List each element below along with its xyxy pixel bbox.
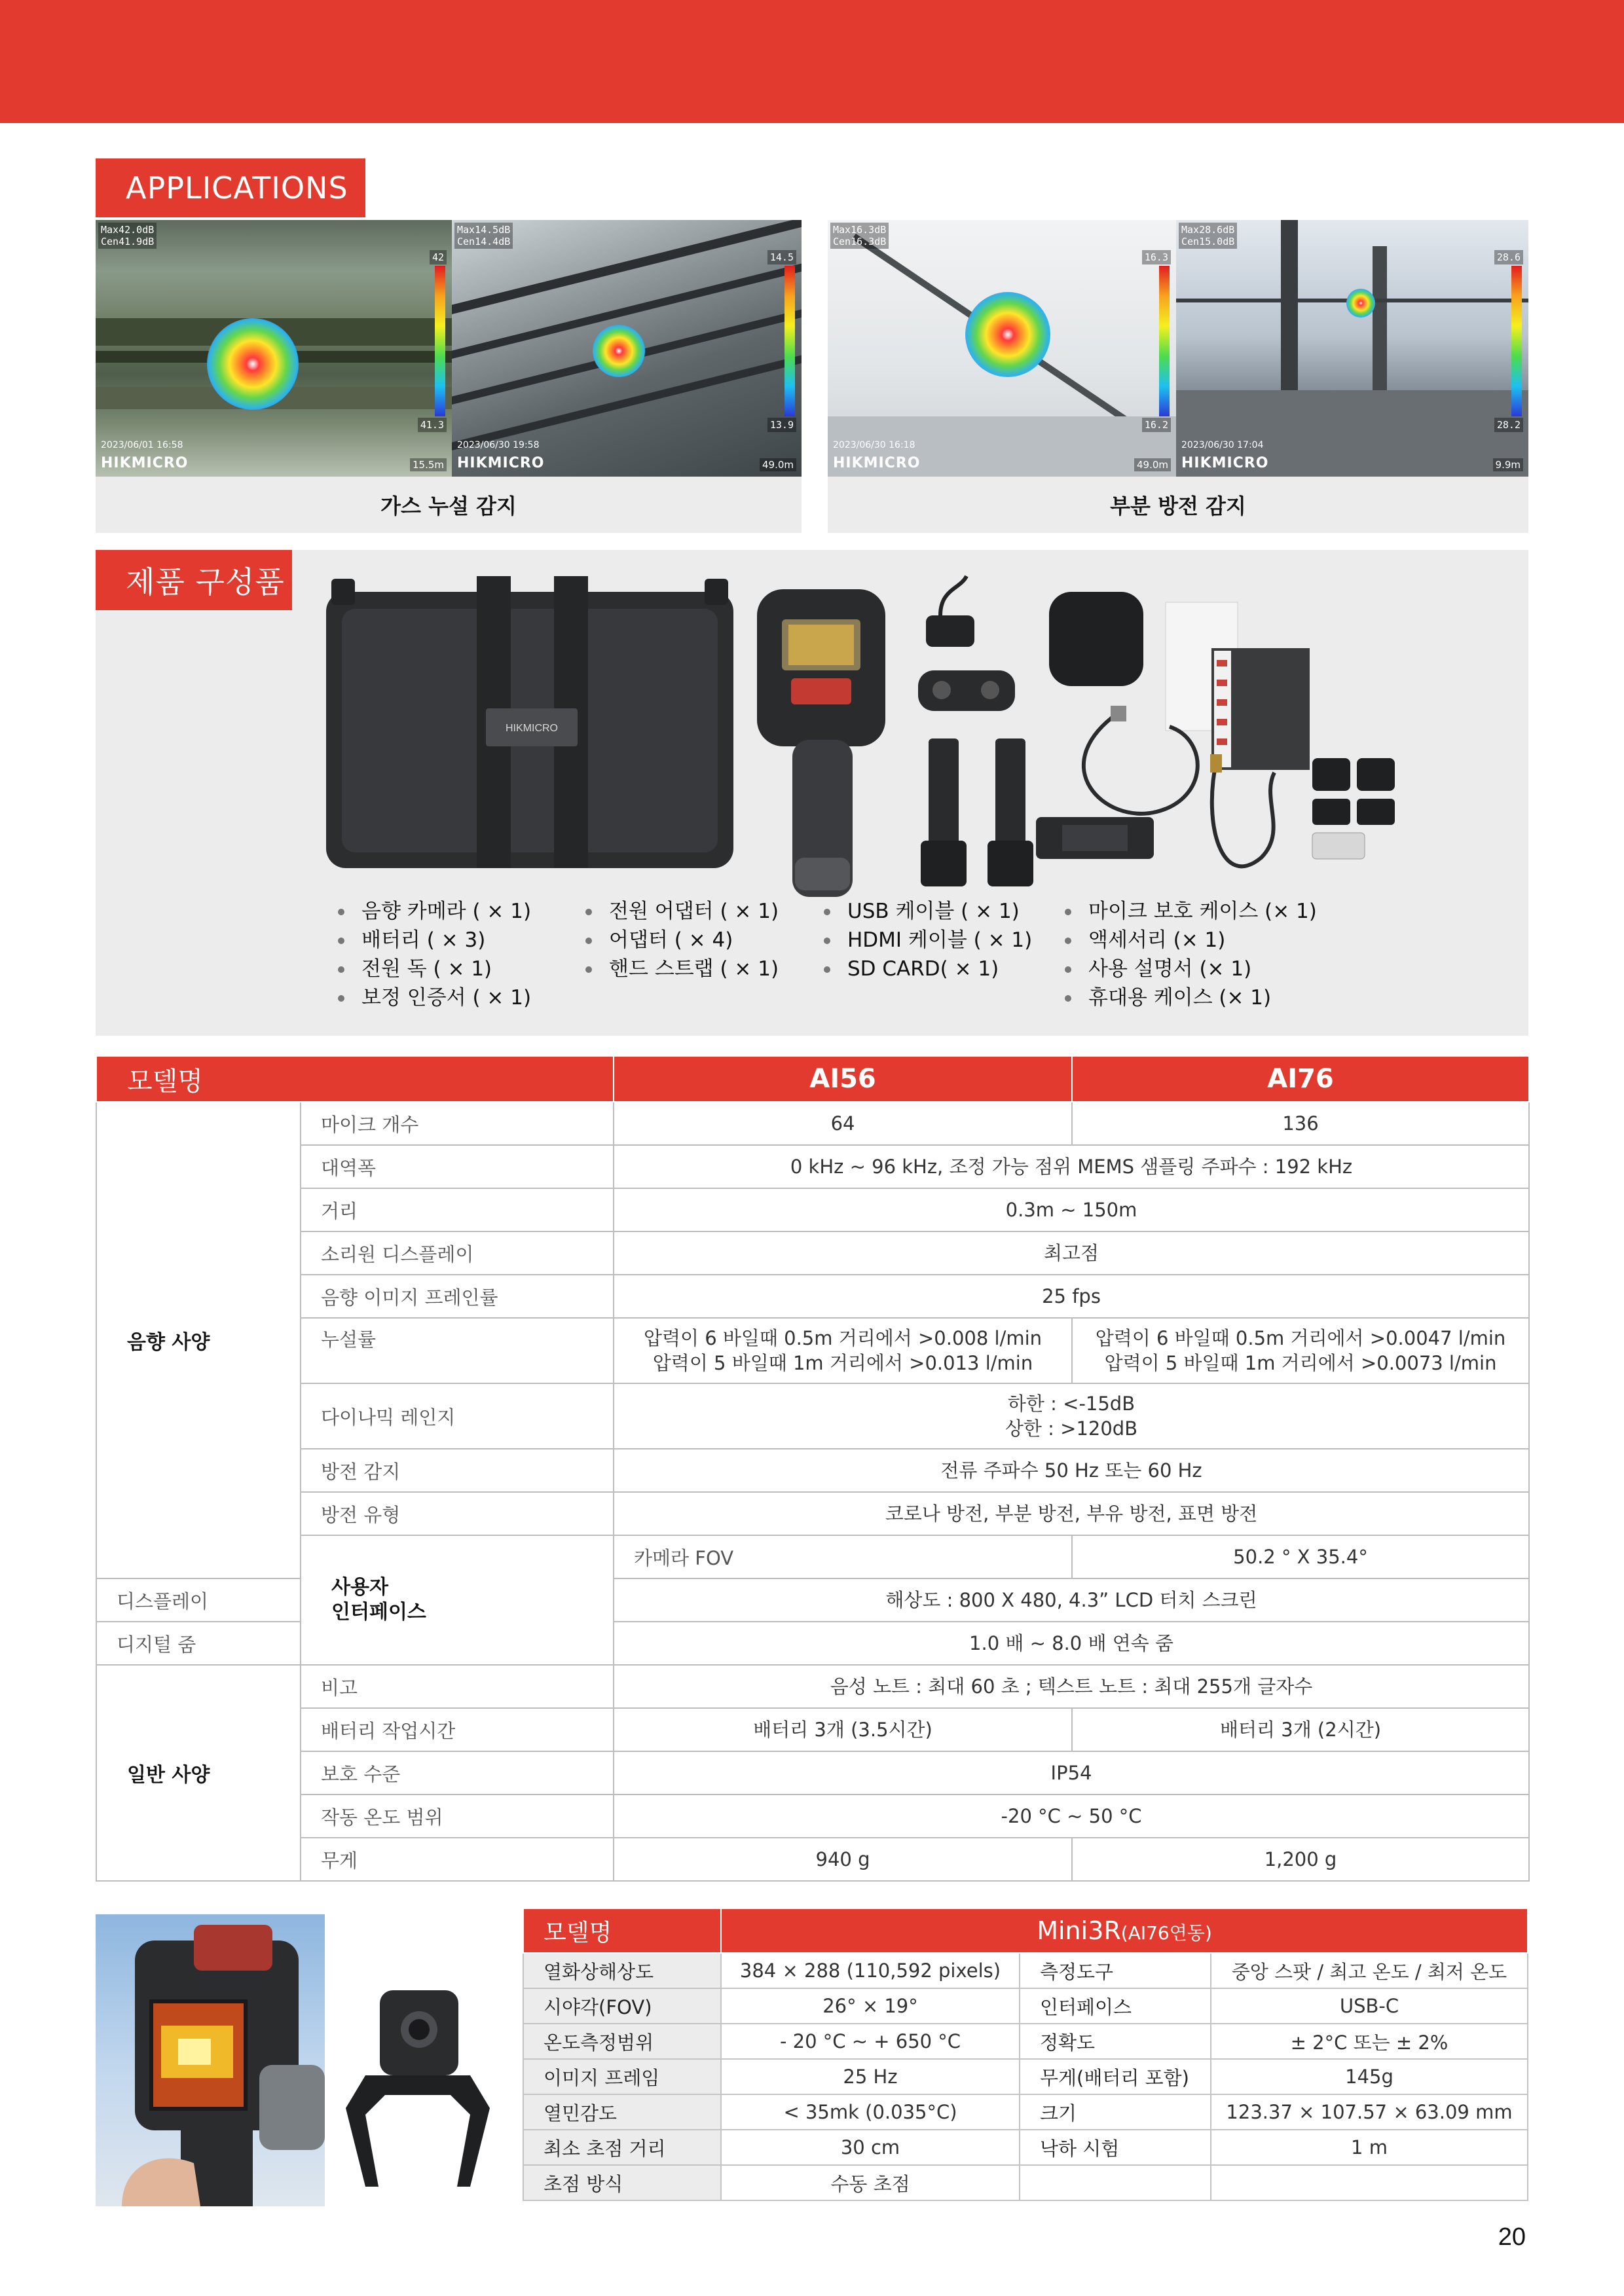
table-row: 온도측정범위 - 20 °C ~ + 650 °C 정확도 ± 2°C 또는 ± 2% [523, 2024, 1528, 2059]
list-item: SD CARD( × 1) [820, 955, 1032, 983]
table-row: 열화상해상도 384 × 288 (110,592 pixels) 측정도구 중앙 스팟 / 최고 온도 / 최저 온도 [523, 1953, 1528, 1988]
color-scale [1511, 266, 1522, 416]
list-item: 사용 설명서 (× 1) [1061, 955, 1317, 983]
group-ui: 사용자 인터페이스 [301, 1535, 614, 1665]
table-row: 열민감도 < 35mk (0.035°C) 크기 123.37 × 107.57 × 63.09 mm [523, 2094, 1528, 2130]
hikmicro-logo: HIKMICRO [457, 455, 545, 471]
gas-leak-images [96, 220, 802, 477]
components-panel [96, 550, 1528, 1036]
thermal-shot: Max14.5dB Cen14.4dB 14.5 13.9 2023/06/30 19:58 HIKMICRO 49.0m [452, 220, 802, 477]
table-row: 음향 사양 마이크 개수 64 136 [96, 1102, 1529, 1145]
table-row: 방전 유형 코로나 방전, 부분 방전, 부유 방전, 표면 방전 [96, 1492, 1529, 1535]
battery-icon [921, 738, 1033, 886]
power-adapter-icon [926, 576, 974, 647]
table-row: 소리원 디스플레이 최고점 [96, 1231, 1529, 1275]
plug-adapter-icon [1312, 758, 1395, 859]
hikmicro-logo: HIKMICRO [1181, 455, 1269, 471]
table-row: 디지털 줌 1.0 배 ~ 8.0 배 연속 줌 [96, 1622, 1529, 1665]
hud-readout: Max16.3dB Cen16.3dB [830, 223, 889, 249]
list-item: 핸드 스트랩 ( × 1) [581, 955, 779, 983]
hud-readout: Max42.0dB Cen41.9dB [98, 223, 157, 249]
model-label: 모델명 [96, 1056, 614, 1102]
table-row: 다이나믹 레인지 하한 : <-15dB 상한 : >120dB [96, 1383, 1529, 1449]
component-list-col3 [820, 897, 1032, 983]
applications-title: APPLICATIONS [96, 158, 365, 217]
camera-in-hand-illustration [96, 1914, 325, 2206]
list-item: 마이크 보호 케이스 (× 1) [1061, 897, 1317, 926]
table-row: 초점 방식 수동 초점 [523, 2165, 1528, 2200]
table-row: 방전 감지 전류 주파수 50 Hz 또는 60 Hz [96, 1449, 1529, 1492]
mini3r-model-label: 모델명 [523, 1908, 721, 1953]
table-row: 이미지 프레임 25 Hz 무게(배터리 포함) 145g [523, 2059, 1528, 2094]
hikmicro-logo: HIKMICRO [833, 455, 921, 471]
list-item: HDMI 케이블 ( × 1) [820, 926, 1032, 955]
components-title: 제품 구성품 [96, 550, 292, 610]
spec-table [96, 1055, 1530, 1882]
user-manual-icon [1166, 602, 1310, 770]
list-item: 배터리 ( × 3) [334, 926, 531, 955]
application-panel-discharge [828, 220, 1528, 533]
acoustic-camera-icon [757, 589, 885, 897]
page-number: 20 [1498, 2223, 1526, 2251]
table-row: 배터리 작업시간 배터리 3개 (3.5시간) 배터리 3개 (2시간) [96, 1708, 1529, 1751]
thermal-shot: Max42.0dB Cen41.9dB 42 41.3 2023/06/01 16:58 HIKMICRO 15.5m [96, 220, 452, 477]
list-item: 전원 어댑터 ( × 1) [581, 897, 779, 926]
mini3r-product-photo [96, 1914, 325, 2206]
list-item: 액세서리 (× 1) [1061, 926, 1317, 955]
table-row: 보호 수준 IP54 [96, 1751, 1529, 1795]
table-row: 사용자 인터페이스 카메라 FOV 50.2 ° X 35.4° [96, 1535, 1529, 1578]
partial-discharge-images [828, 220, 1528, 477]
component-list-col4 [1061, 897, 1317, 1012]
header-band [0, 0, 1624, 123]
table-row: 시야각(FOV) 26° × 19° 인터페이스 USB-C [523, 1988, 1528, 2024]
list-item: 어댑터 ( × 4) [581, 926, 779, 955]
list-item: 전원 독 ( × 1) [334, 955, 531, 983]
component-list-col2 [581, 897, 779, 983]
table-row: 대역폭 0 kHz ~ 96 kHz, 조정 가능 점위 MEMS 샘플링 주파수 : 192 kHz [96, 1145, 1529, 1188]
sound-heat-spot [1346, 289, 1375, 318]
group-acoustic: 음향 사양 [96, 1102, 301, 1578]
hand-strap-icon [1036, 817, 1154, 859]
spec-header-row [96, 1056, 1529, 1102]
table-row: 일반 사양 비고 음성 노트 : 최대 60 초 ; 텍스트 노트 : 최대 255개 글자수 [96, 1665, 1529, 1708]
color-scale [784, 266, 795, 416]
color-scale [435, 266, 445, 416]
application-panel-gas [96, 220, 802, 533]
table-row: 무게 940 g 1,200 g [96, 1838, 1529, 1881]
mic-protective-case-icon [918, 670, 1015, 711]
thermal-shot: Max28.6dB Cen15.0dB 28.6 28.2 2023/06/30 17:04 HIKMICRO 9.9m [1176, 220, 1528, 477]
list-item: 음향 카메라 ( × 1) [334, 897, 531, 926]
color-scale [1159, 266, 1170, 416]
power-dock-icon [1049, 592, 1143, 686]
thermal-shot: Max16.3dB Cen16.3dB 16.3 16.2 2023/06/30 16:18 HIKMICRO 49.0m [828, 220, 1176, 477]
mini3r-mount-icon [339, 1990, 496, 2193]
table-row: 작동 온도 범위 -20 °C ~ 50 °C [96, 1795, 1529, 1838]
table-row: 디스플레이 해상도 : 800 X 480, 4.3” LCD 터치 스크린 [96, 1578, 1529, 1622]
list-item: USB 케이블 ( × 1) [820, 897, 1032, 926]
application-caption: 부분 방전 감지 [1110, 494, 1246, 519]
sound-heat-spot [207, 318, 299, 410]
hud-readout: Max28.6dB Cen15.0dB [1179, 223, 1237, 249]
list-item: 보정 인증서 ( × 1) [334, 983, 531, 1012]
table-row: 거리 0.3m ~ 150m [96, 1188, 1529, 1231]
model-ai56: AI56 [614, 1056, 1072, 1102]
table-row: 누설률 압력이 6 바일때 0.5m 거리에서 >0.008 l/min 압력이 5 바일때 1m 거리에서 >0.013 l/min 압력이 6 바일때 0.5m 거리에서 >0.0047 l/min 압력이 5 바일때 1m 거리에서 >0.0073 l/min [96, 1318, 1529, 1383]
model-ai76: AI76 [1072, 1056, 1529, 1102]
mini3r-model: Mini3R(AI76연동) [721, 1908, 1528, 1953]
table-row: 음향 이미지 프레인률 25 fps [96, 1275, 1529, 1318]
sound-heat-spot [593, 325, 645, 377]
application-caption: 가스 누설 감지 [380, 494, 517, 519]
list-item: 휴대용 케이스 (× 1) [1061, 983, 1317, 1012]
table-row: 최소 초점 거리 30 cm 낙하 시험 1 m [523, 2130, 1528, 2165]
case-brand-label: HIKMICRO [506, 723, 558, 734]
carrying-case-icon [326, 576, 733, 868]
mini3r-table [523, 1908, 1528, 2201]
sound-heat-spot [965, 292, 1050, 377]
hud-readout: Max14.5dB Cen14.4dB [454, 223, 513, 249]
hdmi-cable-icon [1210, 754, 1274, 866]
hikmicro-logo: HIKMICRO [101, 455, 189, 471]
group-general: 일반 사양 [96, 1665, 301, 1881]
component-list-col1 [334, 897, 531, 1012]
mini3r-header-row [523, 1908, 1528, 1953]
